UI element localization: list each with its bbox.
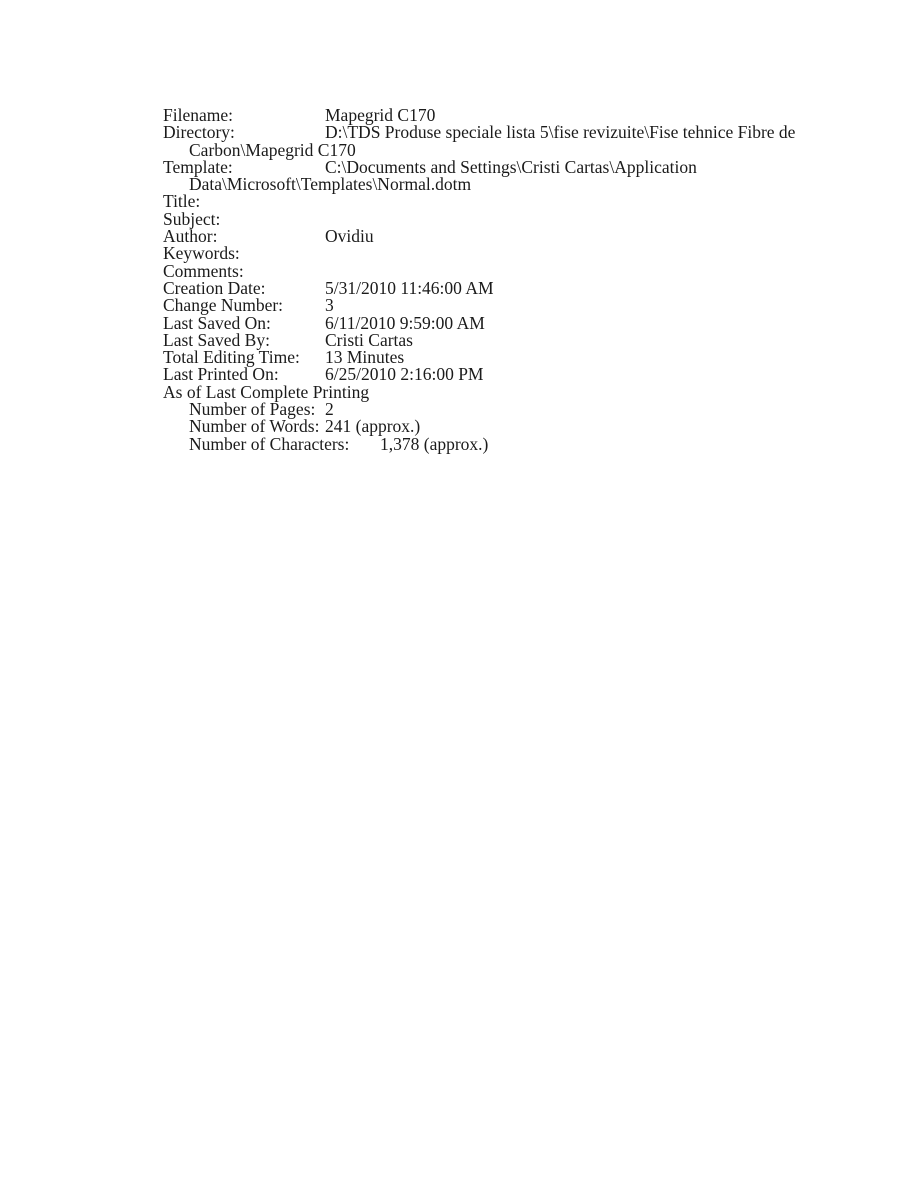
property-label: Filename:	[163, 105, 233, 125]
wrapped-value-continuation: Data\Microsoft\Templates\Normal.dotm	[189, 174, 472, 195]
section-heading: As of Last Complete Printing	[163, 381, 370, 402]
property-row	[163, 156, 783, 177]
properties-sheet	[163, 105, 796, 454]
property-row	[163, 191, 783, 212]
property-label: Subject:	[163, 208, 221, 229]
property-row	[163, 277, 783, 298]
property-row	[163, 312, 783, 333]
property-value: 6/11/2010 9:59:00 AM	[325, 312, 485, 333]
property-value: Ovidiu	[325, 226, 374, 247]
property-label: Number of Words:	[189, 416, 320, 437]
property-label: Last Saved By:	[163, 329, 270, 350]
property-label: Author:	[163, 226, 218, 247]
property-label: Change Number:	[163, 295, 284, 316]
property-label: Keywords:	[163, 243, 240, 264]
property-value: C:\Documents and Settings\Cristi Cartas\Application	[325, 156, 697, 177]
property-label: Number of Characters:	[189, 433, 350, 454]
property-row	[163, 399, 783, 420]
property-label: Title:	[163, 191, 201, 212]
continuation-row	[163, 139, 783, 160]
property-value: 13 Minutes	[325, 347, 405, 368]
property-value: 3	[325, 295, 334, 316]
property-label: Creation Date:	[163, 277, 266, 298]
property-row	[163, 329, 783, 350]
property-value: 1,378 (approx.)	[380, 433, 489, 454]
property-label: Comments:	[163, 260, 244, 281]
property-value: 2	[325, 399, 334, 420]
property-label: Template:	[163, 156, 233, 177]
continuation-row	[163, 174, 783, 195]
property-row	[163, 226, 783, 247]
property-value: 5/31/2010 11:46:00 AM	[325, 277, 494, 298]
property-row	[163, 208, 783, 229]
property-row	[163, 260, 783, 281]
property-row	[163, 416, 783, 437]
property-row	[163, 122, 796, 143]
property-label: Number of Pages:	[189, 399, 316, 420]
property-row	[163, 433, 783, 454]
property-value: Mapegrid C170	[325, 105, 436, 125]
property-value: 6/25/2010 2:16:00 PM	[325, 364, 484, 385]
section-heading-row	[163, 381, 783, 402]
property-label: Directory:	[163, 122, 235, 143]
wrapped-value-continuation: Carbon\Mapegrid C170	[189, 139, 356, 160]
property-row	[163, 347, 783, 368]
property-label: Last Printed On:	[163, 364, 279, 385]
property-label: Last Saved On:	[163, 312, 271, 333]
property-row	[163, 295, 783, 316]
property-row	[163, 243, 783, 264]
property-value: D:\TDS Produse speciale lista 5\fise revizuite\Fise tehnice Fibre de	[325, 122, 796, 143]
property-value: 241 (approx.)	[325, 416, 421, 437]
property-row	[163, 364, 783, 385]
property-row	[163, 105, 783, 125]
property-value: Cristi Cartas	[325, 329, 413, 350]
property-label: Total Editing Time:	[163, 347, 300, 368]
